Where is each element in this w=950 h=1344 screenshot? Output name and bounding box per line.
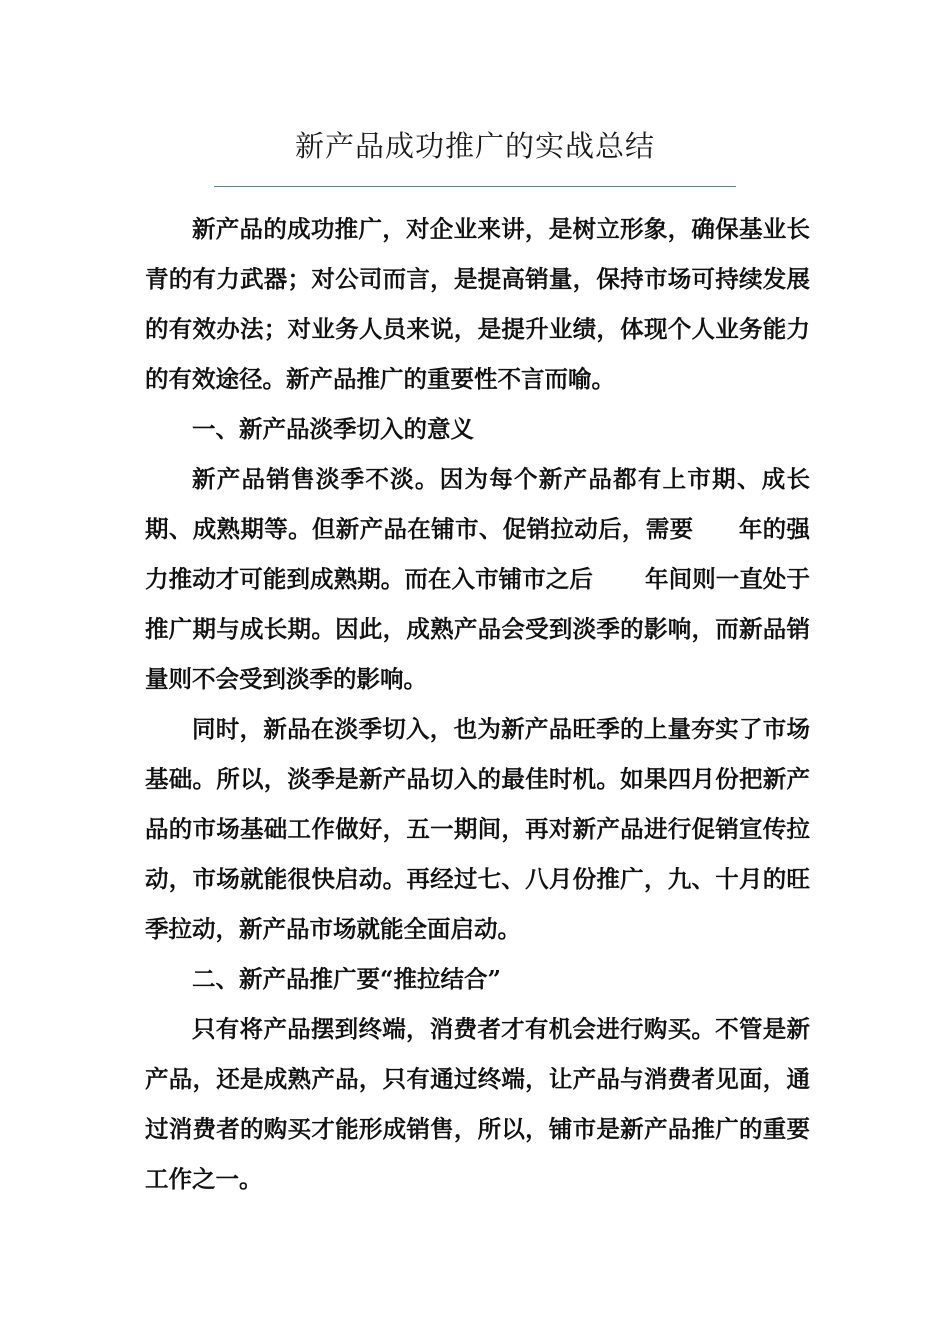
document-title: 新产品成功推广的实战总结 [294,129,655,163]
section-heading-1: 一、新产品淡季切入的意义 [192,415,474,443]
paragraph-1a [145,454,810,704]
paragraph-1a-part1: 新产品销售淡季不淡。因为每个新产品都有上市期、成长期、成熟期等。但新产品在铺市、促销拉动后，需要 [145,465,810,543]
paragraph-1b: 同时，新品在淡季切入，也为新产品旺季的上量夯实了市场基础。所以，淡季是新产品切入的最佳时机。如果四月份把新产品的市场基础工作做好，五一期间，再对新产品进行促销宣传拉动，市场就能很快启动。再经过七、八月份推广，九、十月的旺季拉动，新产品市场就能全面启动。 [145,715,810,943]
paragraph-1a-part3: 年间则一直处于推广期与成长期。因此，成熟产品会受到淡季的影响，而新品销量则不会受到淡季的影响。 [145,565,811,693]
title-underline [214,186,736,187]
paragraph-1a-part2: 年的强力推动才可能到成熟期。而在入市铺市之后 [145,515,811,593]
paragraph-2a: 只有将产品摆到终端，消费者才有机会进行购买。不管是新产品，还是成熟产品，只有通过终端，让产品与消费者见面，通过消费者的购买才能形成销售，所以，铺市是新产品推广的重要工作之一。 [145,1015,810,1193]
intro-paragraph: 新产品的成功推广，对企业来讲，是树立形象，确保基业长青的有力武器；对公司而言，是提高销量，保持市场可持续发展的有效办法；对业务人员来说，是提升业绩，体现个人业务能力的有效途径。新产品推广的重要性不言而喻。 [145,215,810,393]
document-body [145,204,810,1204]
section-heading-2: 二、新产品推广要“推拉结合” [192,965,502,993]
